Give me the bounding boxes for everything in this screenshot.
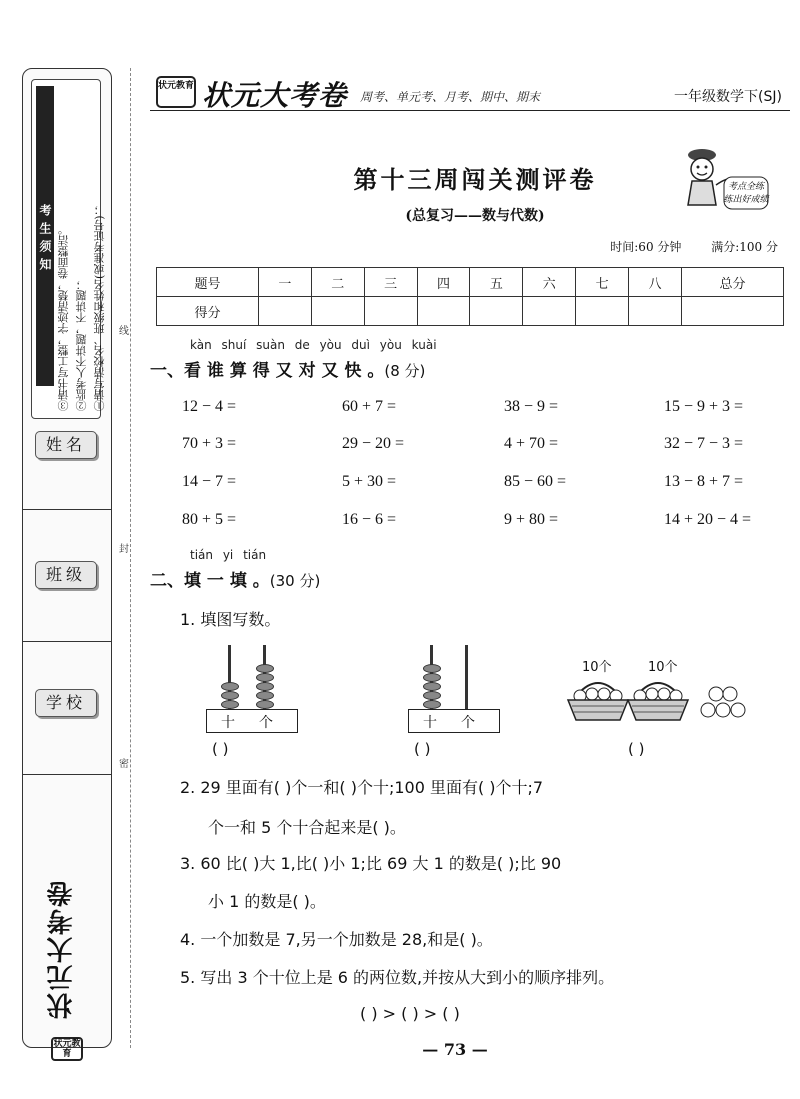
brand-vertical: 状元大考卷	[47, 879, 77, 1019]
abacus-bead	[256, 664, 274, 673]
score-cell[interactable]	[523, 297, 576, 326]
question-5-order[interactable]: ( ) > ( ) > ( )	[360, 1004, 460, 1023]
section1-title: 一、看 谁 算 得 又 对 又 快 。	[150, 361, 385, 381]
page-title: 第十三周闯关测评卷	[353, 166, 597, 194]
answer-blank[interactable]: ( )	[212, 740, 229, 758]
question-4: 4. 一个加数是 7,另一个加数是 28,和是( )。	[180, 930, 493, 949]
mascot-text-1: 考点全练	[727, 182, 765, 192]
score-cell[interactable]	[311, 297, 364, 326]
strip-divider	[23, 641, 111, 642]
abacus-bead	[221, 700, 239, 709]
page-header	[150, 72, 790, 114]
problem: 4 + 70 =	[504, 435, 559, 452]
score-header-cell: 三	[364, 268, 417, 297]
header-brand: 状元大考卷	[202, 79, 348, 112]
page-number: — 73 —	[422, 1040, 488, 1059]
section2-pinyin: tián yi tián	[190, 548, 267, 562]
question-5: 5. 写出 3 个十位上是 6 的两位数,并按从大到小的顺序排列。	[180, 968, 615, 987]
basket-label-1: 10个	[582, 660, 612, 675]
abacus-bead	[423, 682, 441, 691]
strip-divider	[23, 509, 111, 510]
basket-label-2: 10个	[648, 660, 678, 675]
problem: 5 + 30 =	[342, 473, 397, 490]
section2-heading	[150, 566, 320, 591]
header-subtitle: 周考、单元考、月考、期中、期末	[360, 90, 541, 104]
problem: 9 + 80 =	[504, 511, 559, 528]
exam-notice	[31, 79, 106, 419]
score-cell[interactable]	[576, 297, 629, 326]
score-cell[interactable]	[681, 297, 783, 326]
question-2-line-2: 个一和 5 个十合起来是( )。	[208, 818, 406, 837]
apple-baskets-icon	[564, 672, 750, 724]
score-table	[156, 267, 784, 326]
section1-heading	[150, 356, 425, 381]
question-1: 1. 填图写数。	[180, 610, 281, 629]
header-logo: 状元教育	[156, 76, 196, 108]
question-3-line-2: 小 1 的数是( )。	[208, 892, 326, 911]
school-label: 学校	[35, 689, 97, 717]
cut-label-line: 线	[119, 326, 129, 337]
mascot-text-2: 练出好成绩	[723, 195, 769, 205]
abacus-label-box	[206, 709, 298, 733]
question-3-line-1: 3. 60 比( )大 1,比( )小 1;比 69 大 1 的数是( );比 90	[180, 854, 562, 873]
abacus-bead	[256, 691, 274, 700]
problem: 16 − 6 =	[342, 511, 397, 528]
abacus-bead	[221, 691, 239, 700]
section1-points: (8 分)	[384, 362, 426, 380]
mascot-icon	[680, 145, 770, 215]
exam-time: 时间:60 分钟	[610, 240, 682, 254]
score-cell[interactable]	[258, 297, 311, 326]
abacus-1	[206, 645, 302, 737]
abacus-tens-label: 十	[221, 715, 235, 731]
abacus-label-box	[408, 709, 500, 733]
notice-line-1: ①请写清校名、班级和姓名(或准考证号)；	[93, 204, 106, 411]
cut-label-secret: 密	[119, 759, 129, 770]
exam-meta	[584, 238, 778, 255]
abacus-tens-label: 十	[423, 715, 437, 731]
answer-blank[interactable]: ( )	[414, 740, 431, 758]
score-header-cell: 题号	[157, 268, 259, 297]
score-header-cell: 二	[311, 268, 364, 297]
score-row-label: 得分	[157, 297, 259, 326]
problem: 14 + 20 − 4 =	[664, 511, 752, 528]
abacus-bead	[256, 700, 274, 709]
score-header-cell: 五	[470, 268, 523, 297]
problem: 80 + 5 =	[182, 511, 237, 528]
abacus-2	[408, 645, 504, 737]
abacus-bead	[423, 700, 441, 709]
score-header-cell: 一	[258, 268, 311, 297]
notice-line-3: ③请书写工整，字迹清楚，卷面整洁。	[57, 224, 70, 411]
score-cell[interactable]	[417, 297, 470, 326]
class-label: 班级	[35, 561, 97, 589]
abacus-bead	[423, 664, 441, 673]
score-header-cell: 总分	[681, 268, 783, 297]
problem: 12 − 4 =	[182, 398, 237, 415]
abacus-ones-label: 个	[461, 715, 475, 731]
section2-title: 二、填 一 填 。	[150, 571, 270, 591]
abacus-bead	[423, 673, 441, 682]
notice-lines	[58, 86, 106, 411]
page-subtitle: (总复习——数与代数)	[405, 208, 545, 224]
abacus-bead	[256, 682, 274, 691]
question-2-line-1: 2. 29 里面有( )个一和( )个十;100 里面有( )个十;7	[180, 778, 544, 797]
section2-points: (30 分)	[269, 572, 321, 590]
score-cell[interactable]	[364, 297, 417, 326]
score-table-header-row	[157, 268, 784, 297]
problem: 32 − 7 − 3 =	[664, 435, 744, 452]
notice-line-2: ②监考人不讲题，不讲题；	[75, 279, 88, 411]
problem: 38 − 9 =	[504, 398, 559, 415]
answer-blank[interactable]: ( )	[628, 740, 645, 758]
problem: 70 + 3 =	[182, 435, 237, 452]
score-header-cell: 八	[629, 268, 682, 297]
abacus-bead	[256, 673, 274, 682]
score-cell[interactable]	[470, 297, 523, 326]
score-header-cell: 四	[417, 268, 470, 297]
problem: 85 − 60 =	[504, 473, 567, 490]
score-cell[interactable]	[629, 297, 682, 326]
name-label: 姓名	[35, 431, 97, 459]
abacus-ones-label: 个	[259, 715, 273, 731]
problem: 29 − 20 =	[342, 435, 405, 452]
header-rule	[150, 110, 790, 111]
score-table-score-row	[157, 297, 784, 326]
problem: 13 − 8 + 7 =	[664, 473, 744, 490]
score-header-cell: 六	[523, 268, 576, 297]
section1-pinyin: kàn shuí suàn de yòu duì yòu kuài	[190, 338, 437, 352]
score-header-cell: 七	[576, 268, 629, 297]
cut-label-seal: 封	[119, 544, 129, 555]
exam-score: 满分:100 分	[711, 240, 778, 254]
notice-title: 考生须知	[36, 86, 54, 386]
logo-small: 状元教育	[51, 1037, 83, 1061]
abacus-bead	[423, 691, 441, 700]
problem: 60 + 7 =	[342, 398, 397, 415]
problem: 15 − 9 + 3 =	[664, 398, 744, 415]
abacus-bead	[221, 682, 239, 691]
problem: 14 − 7 =	[182, 473, 237, 490]
abacus-rod-ones	[465, 645, 468, 711]
strip-divider	[23, 774, 111, 775]
header-grade: 一年级数学下(SJ)	[674, 89, 782, 105]
